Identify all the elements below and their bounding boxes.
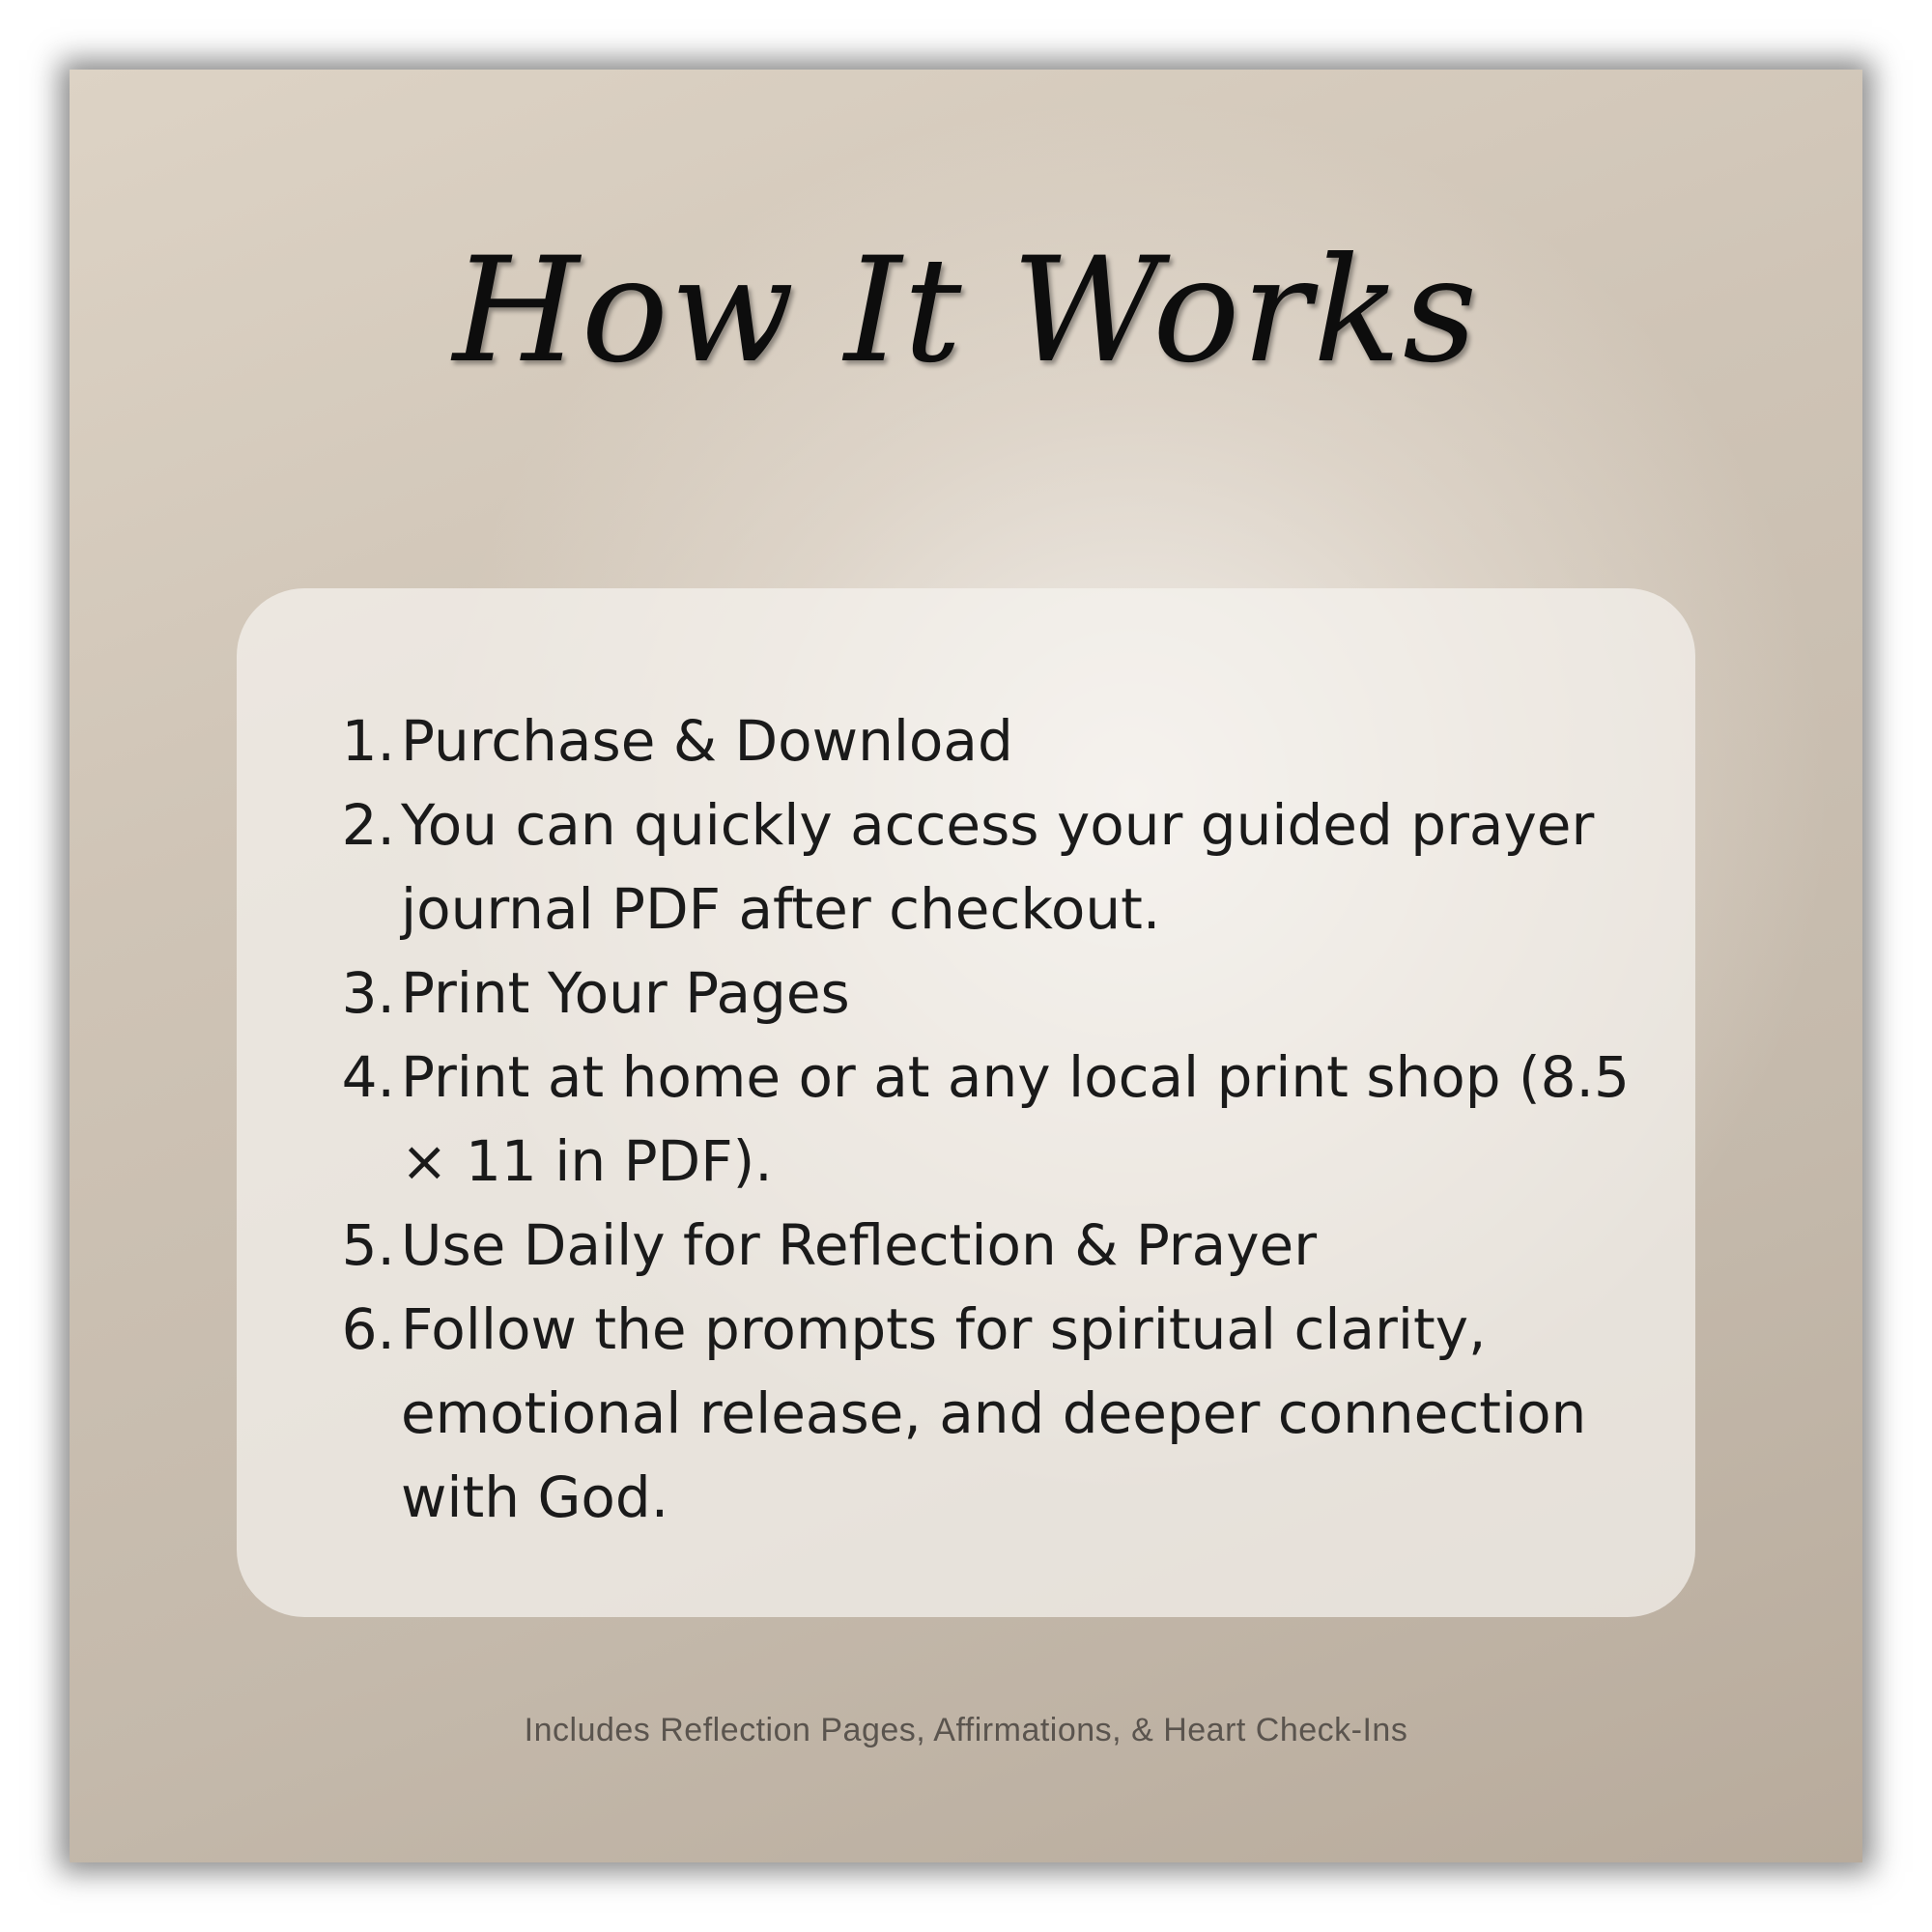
step-item bbox=[333, 952, 1666, 1036]
footer-note: Includes Reflection Pages, Affirmations, & Heart Check-Ins bbox=[524, 1712, 1408, 1748]
step-number: 4. bbox=[341, 1044, 395, 1110]
step-number: 2. bbox=[341, 792, 395, 858]
step-text: Purchase & Download bbox=[401, 708, 1013, 774]
step-text: Use Daily for Reflection & Prayer bbox=[401, 1212, 1318, 1278]
step-item bbox=[333, 783, 1666, 952]
step-number: 5. bbox=[341, 1212, 395, 1278]
step-item bbox=[333, 699, 1666, 783]
product-card bbox=[70, 70, 1862, 1862]
step-number: 1. bbox=[341, 708, 395, 774]
step-text: Print Your Pages bbox=[401, 960, 850, 1026]
step-item bbox=[333, 1036, 1666, 1204]
steps-panel bbox=[237, 588, 1695, 1617]
step-item bbox=[333, 1204, 1666, 1288]
step-number: 3. bbox=[341, 960, 395, 1026]
step-text: Print at home or at any local print shop (8.5 × 11 in PDF). bbox=[401, 1044, 1630, 1194]
step-text: Follow the prompts for spiritual clarity, emotional release, and deeper connection with God. bbox=[401, 1296, 1587, 1530]
step-number: 6. bbox=[341, 1296, 395, 1362]
step-text: You can quickly access your guided prayer journal PDF after checkout. bbox=[401, 792, 1595, 942]
page-title: How It Works bbox=[452, 227, 1480, 395]
step-item bbox=[333, 1288, 1666, 1540]
steps-list bbox=[333, 699, 1666, 1540]
